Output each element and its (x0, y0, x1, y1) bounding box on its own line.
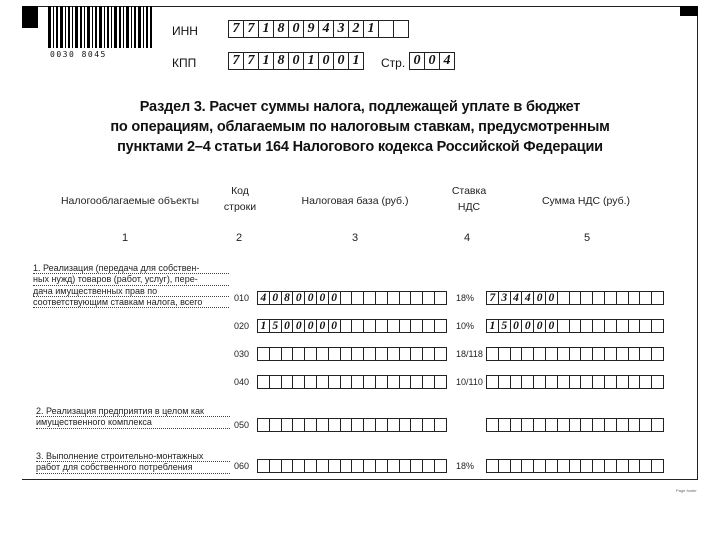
vat-sum-cell[interactable]: 0 (533, 291, 546, 305)
vat-sum-field (487, 319, 664, 333)
col-header-sum: Сумма НДС (руб.) (541, 195, 631, 207)
inn-field (229, 20, 409, 38)
tax-base-field (258, 291, 447, 305)
corner-marker-right (680, 6, 698, 16)
tax-base-cell[interactable]: 0 (316, 291, 329, 305)
title-line: пунктами 2–4 статьи 164 Налогового кодекса Российской Федерации (117, 139, 603, 155)
page-border-bottom (22, 479, 698, 480)
col-header-code (218, 186, 262, 213)
row-code: 010 (234, 293, 250, 303)
description-line: 1. Реализация (передача для собствен- (33, 263, 229, 274)
row-code: 060 (234, 461, 250, 471)
vat-sum-field (487, 418, 664, 432)
tax-base-cell[interactable]: 0 (304, 291, 317, 305)
vat-rate: 18% (456, 461, 475, 471)
vat-rate: 10% (456, 321, 475, 331)
tax-base-cell[interactable] (434, 375, 447, 389)
tax-base-field (258, 375, 447, 389)
tax-base-field (258, 459, 447, 473)
vat-sum-cell[interactable] (651, 375, 664, 389)
tax-base-cell[interactable]: 5 (269, 319, 282, 333)
tax-base-cell[interactable]: 0 (269, 291, 282, 305)
description-line: имущественного комплекса (36, 417, 230, 428)
vat-sum-cell[interactable]: 7 (486, 291, 499, 305)
inn-cell[interactable]: 7 (228, 20, 244, 38)
col-header-code-line: строки (223, 201, 257, 213)
vat-sum-cell[interactable]: 4 (521, 291, 534, 305)
page-border-right (697, 6, 698, 479)
section-title (40, 97, 680, 157)
vat-rate: 10/110 (456, 377, 483, 387)
tax-base-cell[interactable]: 0 (328, 291, 341, 305)
vat-sum-cell[interactable]: 0 (533, 319, 546, 333)
inn-cell[interactable]: 8 (273, 20, 289, 38)
col-header-objects: Налогооблагаемые объекты (60, 195, 200, 207)
tax-base-cell[interactable] (434, 319, 447, 333)
barcode-icon (48, 6, 152, 48)
tax-base-field (258, 418, 447, 432)
vat-sum-cell[interactable]: 0 (545, 291, 558, 305)
col-header-code-line: Код (231, 185, 249, 197)
vat-sum-cell[interactable] (651, 459, 664, 473)
tax-base-cell[interactable] (434, 418, 447, 432)
page-number-field (410, 52, 455, 70)
section-2-description (36, 406, 230, 429)
vat-sum-field (487, 375, 664, 389)
vat-sum-cell[interactable] (651, 291, 664, 305)
vat-sum-cell[interactable] (651, 347, 664, 361)
vat-sum-field (487, 291, 664, 305)
tax-base-cell[interactable]: 0 (304, 319, 317, 333)
kpp-cell[interactable]: 0 (318, 52, 334, 70)
inn-cell[interactable]: 7 (243, 20, 259, 38)
inn-cell[interactable]: 9 (303, 20, 319, 38)
tax-base-cell[interactable] (434, 347, 447, 361)
tax-base-cell[interactable]: 0 (292, 291, 305, 305)
kpp-field (229, 52, 364, 70)
col-header-rate-line: НДС (457, 201, 481, 213)
kpp-cell[interactable]: 8 (273, 52, 289, 70)
col-header-base: Налоговая база (руб.) (301, 195, 409, 207)
row-code: 050 (234, 420, 250, 430)
tax-base-cell[interactable] (434, 459, 447, 473)
section-3-description (36, 451, 230, 474)
vat-rate: 18/118 (456, 349, 483, 359)
kpp-cell[interactable]: 0 (288, 52, 304, 70)
kpp-cell[interactable]: 1 (348, 52, 364, 70)
tax-base-cell[interactable]: 1 (257, 319, 270, 333)
tax-base-field (258, 347, 447, 361)
vat-sum-cell[interactable]: 0 (521, 319, 534, 333)
page-footnote: Page footer (676, 488, 697, 493)
description-line: соответствующим ставкам налога, всего (33, 297, 229, 308)
inn-cell[interactable]: 0 (288, 20, 304, 38)
description-line: 3. Выполнение строительно-монтажных (36, 451, 230, 462)
section-1-description (33, 263, 229, 308)
page-number-cell[interactable]: 0 (409, 52, 425, 70)
col-number: 5 (583, 232, 591, 244)
kpp-cell[interactable]: 7 (228, 52, 244, 70)
col-header-rate (444, 186, 494, 213)
tax-base-cell[interactable]: 4 (257, 291, 270, 305)
page-number-cell[interactable]: 0 (424, 52, 440, 70)
page-number-cell[interactable]: 4 (439, 52, 455, 70)
col-header-rate-line: Ставка (451, 185, 487, 197)
tax-base-field (258, 319, 447, 333)
description-line: ных нужд) товаров (работ, услуг), пере- (33, 274, 229, 285)
vat-rate: 18% (456, 293, 475, 303)
tax-base-cell[interactable] (434, 291, 447, 305)
tax-base-cell[interactable]: 0 (281, 319, 294, 333)
title-line: Раздел 3. Расчет суммы налога, подлежащей уплате в бюджет (139, 99, 581, 115)
tax-base-cell[interactable]: 0 (316, 319, 329, 333)
kpp-label: КПП (172, 56, 197, 70)
barcode-number: 0030 8045 (50, 50, 107, 59)
row-code: 020 (234, 321, 250, 331)
vat-sum-cell[interactable]: 0 (545, 319, 558, 333)
tax-base-cell[interactable]: 0 (292, 319, 305, 333)
vat-sum-cell[interactable]: 0 (510, 319, 523, 333)
inn-cell[interactable]: 3 (333, 20, 349, 38)
vat-sum-field (487, 459, 664, 473)
page-number-label: Стр. (381, 56, 406, 70)
inn-cell[interactable] (378, 20, 394, 38)
description-line: дача имущественных прав по (33, 286, 229, 297)
corner-marker-left (22, 6, 38, 28)
col-number: 3 (351, 232, 359, 244)
col-number: 4 (463, 232, 471, 244)
inn-cell[interactable]: 1 (363, 20, 379, 38)
col-number: 2 (235, 232, 243, 244)
vat-sum-cell[interactable]: 3 (498, 291, 511, 305)
vat-sum-field (487, 347, 664, 361)
inn-cell[interactable]: 2 (348, 20, 364, 38)
inn-cell[interactable]: 4 (318, 20, 334, 38)
row-code: 040 (234, 377, 250, 387)
vat-sum-cell[interactable] (651, 418, 664, 432)
kpp-cell[interactable]: 7 (243, 52, 259, 70)
kpp-cell[interactable]: 1 (303, 52, 319, 70)
vat-sum-cell[interactable] (651, 319, 664, 333)
inn-cell[interactable]: 1 (258, 20, 274, 38)
vat-sum-cell[interactable]: 1 (486, 319, 499, 333)
kpp-cell[interactable]: 1 (258, 52, 274, 70)
description-line: 2. Реализация предприятия в целом как (36, 406, 230, 417)
kpp-cell[interactable]: 0 (333, 52, 349, 70)
title-line: по операциям, облагаемым по налоговым ставкам, предусмотренным (110, 119, 610, 135)
vat-sum-cell[interactable]: 4 (510, 291, 523, 305)
inn-cell[interactable] (393, 20, 409, 38)
inn-label: ИНН (172, 24, 198, 38)
tax-base-cell[interactable]: 0 (328, 319, 341, 333)
row-code: 030 (234, 349, 250, 359)
col-number: 1 (121, 232, 129, 244)
tax-base-cell[interactable]: 8 (281, 291, 294, 305)
vat-sum-cell[interactable]: 5 (498, 319, 511, 333)
description-line: работ для собственного потребления (36, 462, 230, 473)
